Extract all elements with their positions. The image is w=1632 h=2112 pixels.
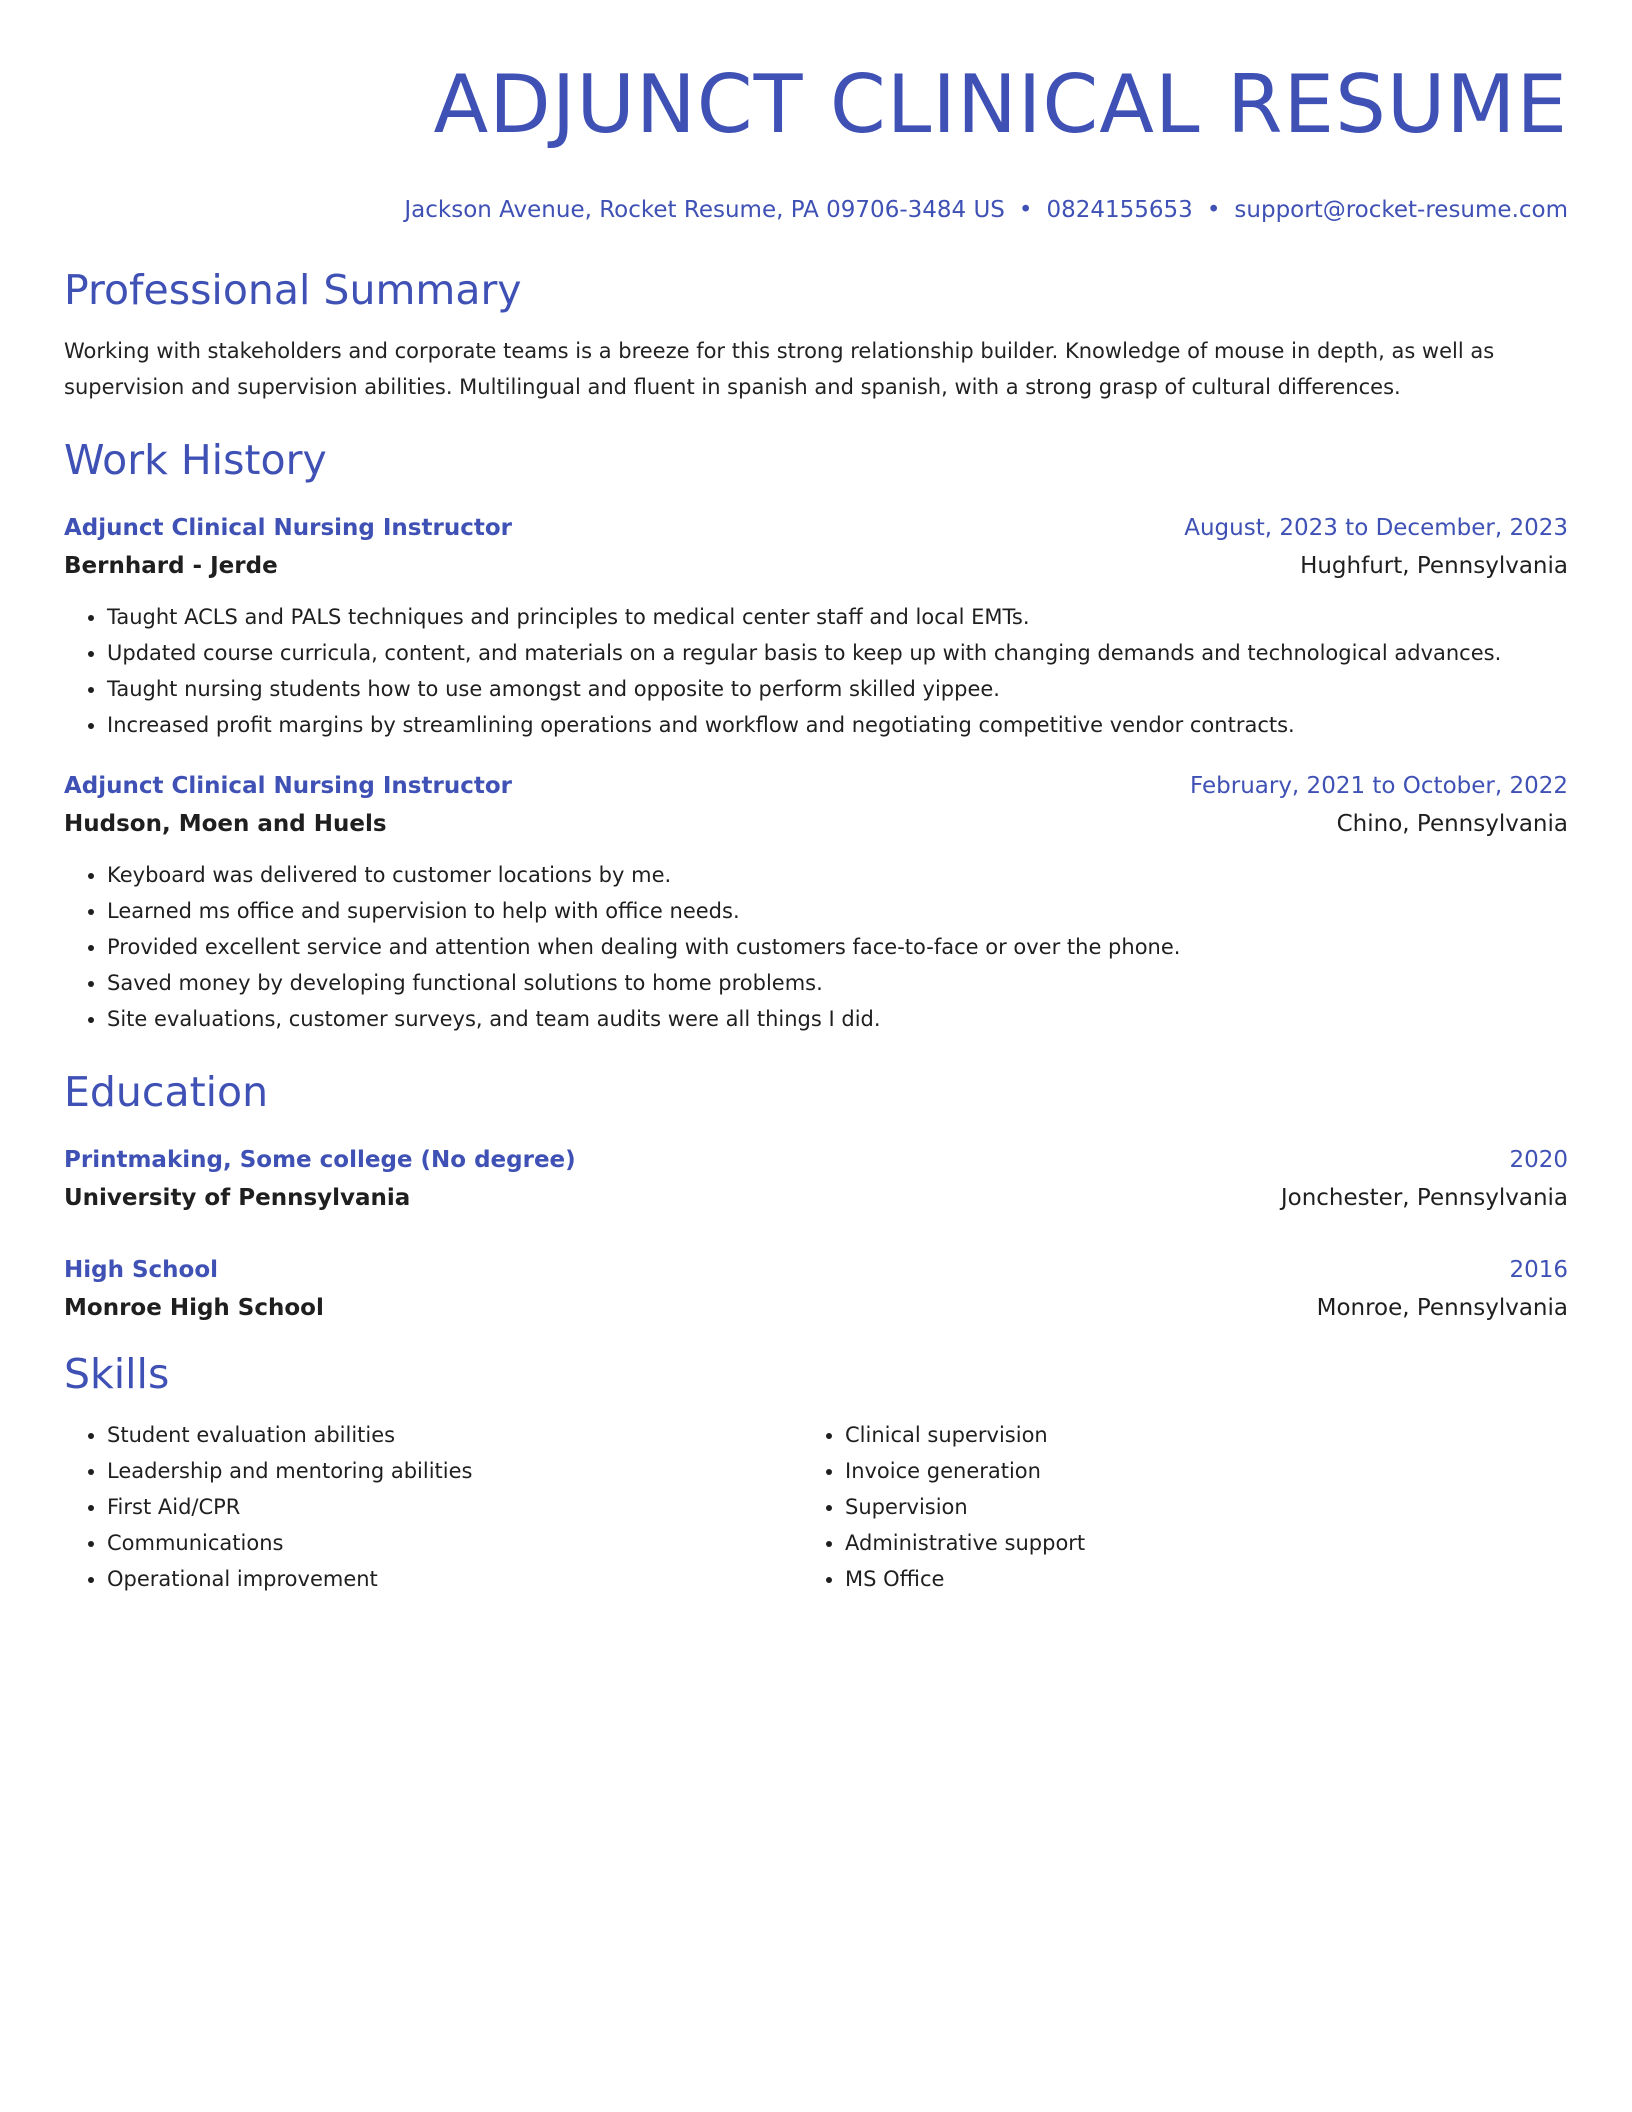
skill-item: • Clinical supervision <box>845 1417 1540 1453</box>
school-name: Monroe High School <box>64 1295 324 1321</box>
contact-email[interactable]: support@rocket-resume.com <box>1234 197 1568 223</box>
job-bullet: • Increased profit margins by streamlining operations and workflow and negotiating competitive vendor contracts. <box>107 707 1568 743</box>
skill-item: • Invoice generation <box>845 1453 1540 1489</box>
work-entry-header <box>64 767 1568 805</box>
skills-column-left <box>64 1417 802 1597</box>
contact-address: Jackson Avenue, Rocket Resume, PA 09706-3484 US <box>404 197 1005 223</box>
job-bullet: • Taught nursing students how to use amongst and opposite to perform skilled yippee. <box>107 671 1568 707</box>
job-bullet: • Keyboard was delivered to customer locations by me. <box>107 857 1568 893</box>
school-location: Jonchester, Pennsylvania <box>1280 1185 1568 1211</box>
job-dates: February, 2021 to October, 2022 <box>1190 773 1568 799</box>
work-history-heading: Work History <box>64 436 327 484</box>
job-dates: August, 2023 to December, 2023 <box>1184 515 1568 541</box>
skills-heading: Skills <box>64 1350 170 1398</box>
education-entry <box>64 1141 1568 1217</box>
job-bullets <box>64 857 1568 1037</box>
job-title: Adjunct Clinical Nursing Instructor <box>64 773 512 799</box>
education-heading: Education <box>64 1068 269 1116</box>
education-entry-header <box>64 1251 1568 1289</box>
skill-item: • Administrative support <box>845 1525 1540 1561</box>
company-name: Bernhard - Jerde <box>64 553 278 579</box>
skills-column-right <box>802 1417 1540 1597</box>
education-entry <box>64 1251 1568 1327</box>
skills-columns <box>64 1417 1568 1597</box>
school-name: University of Pennsylvania <box>64 1185 411 1211</box>
job-bullet: • Saved money by developing functional solutions to home problems. <box>107 965 1568 1001</box>
contact-separator: • <box>1206 197 1221 223</box>
skill-item: • Communications <box>107 1525 802 1561</box>
company-name: Hudson, Moen and Huels <box>64 811 387 837</box>
graduation-year: 2016 <box>1509 1257 1568 1283</box>
graduation-year: 2020 <box>1509 1147 1568 1173</box>
skill-item: • Operational improvement <box>107 1561 802 1597</box>
education-entry-header <box>64 1141 1568 1179</box>
work-entry-subheader <box>64 547 1568 585</box>
job-bullet: • Provided excellent service and attention when dealing with customers face-to-face or over the phone. <box>107 929 1568 965</box>
skill-item: • MS Office <box>845 1561 1540 1597</box>
education-entry-subheader <box>64 1179 1568 1217</box>
work-entry <box>64 509 1568 743</box>
job-title: Adjunct Clinical Nursing Instructor <box>64 515 512 541</box>
work-entry-subheader <box>64 805 1568 843</box>
job-bullet: • Taught ACLS and PALS techniques and principles to medical center staff and local EMTs. <box>107 599 1568 635</box>
job-bullet: • Learned ms office and supervision to help with office needs. <box>107 893 1568 929</box>
skills-list <box>802 1417 1540 1597</box>
job-bullet: • Updated course curricula, content, and materials on a regular basis to keep up with changing demands and technological advances. <box>107 635 1568 671</box>
resume-title: ADJUNCT CLINICAL RESUME <box>433 58 1568 151</box>
job-bullets <box>64 599 1568 743</box>
degree-name: Printmaking, Some college (No degree) <box>64 1147 576 1173</box>
school-location: Monroe, Pennsylvania <box>1316 1295 1568 1321</box>
skill-item: • Supervision <box>845 1489 1540 1525</box>
contact-phone: 0824155653 <box>1046 197 1193 223</box>
skill-item: • First Aid/CPR <box>107 1489 802 1525</box>
education-entry-subheader <box>64 1289 1568 1327</box>
skill-item: • Student evaluation abilities <box>107 1417 802 1453</box>
job-location: Chino, Pennsylvania <box>1336 811 1568 837</box>
job-bullet: • Site evaluations, customer surveys, and team audits were all things I did. <box>107 1001 1568 1037</box>
summary-heading: Professional Summary <box>64 266 522 314</box>
degree-name: High School <box>64 1257 219 1283</box>
job-location: Hughfurt, Pennsylvania <box>1300 553 1568 579</box>
work-entry-header <box>64 509 1568 547</box>
skills-list <box>64 1417 802 1597</box>
contact-line <box>64 195 1568 225</box>
contact-separator: • <box>1018 197 1033 223</box>
work-entry <box>64 767 1568 1037</box>
summary-text: Working with stakeholders and corporate teams is a breeze for this strong relationship builder. Knowledge of mouse in depth, as well as supervision and supervision abilities. Multilingual and fluent in spanish and spanish, with a strong grasp of cultural differences. <box>64 339 1495 399</box>
skill-item: • Leadership and mentoring abilities <box>107 1453 802 1489</box>
